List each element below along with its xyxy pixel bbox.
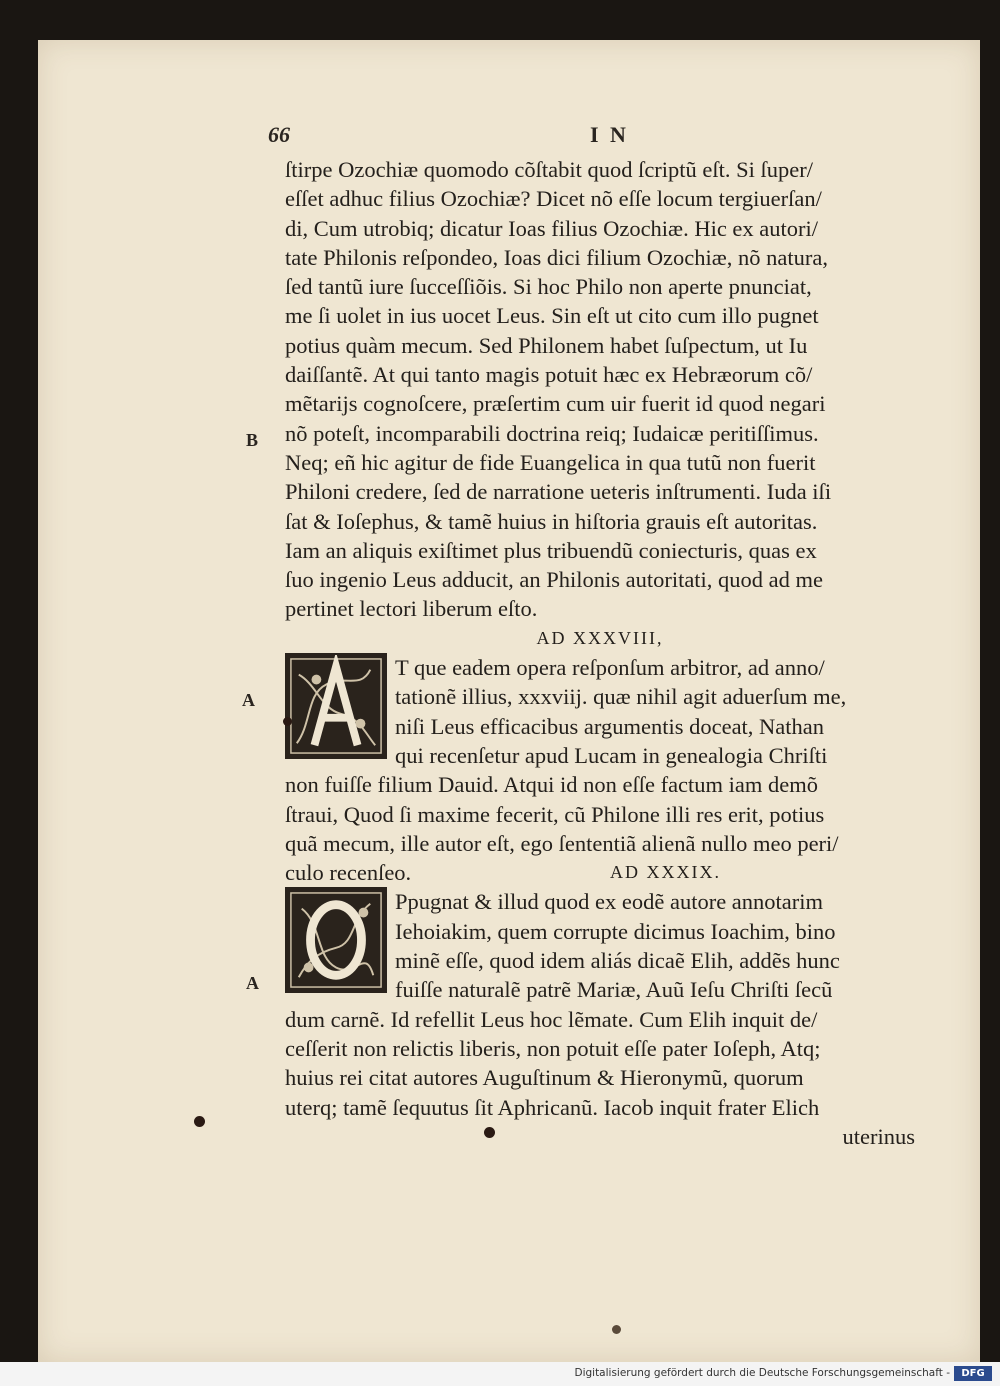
text-line: ſat & Ioſephus, & tamẽ huius in hiſtoria grauis eſt autoritas. (285, 508, 818, 534)
section-38-opening (285, 653, 915, 770)
text-line-with-heading (285, 858, 915, 887)
funding-credit: Digitalisierung gefördert durch die Deutsche Forschungsgemeinschaft - (574, 1367, 950, 1379)
ink-spot (484, 1127, 495, 1138)
margin-note-a: A (242, 690, 255, 710)
section-39-opening (285, 887, 915, 1004)
text-line: ceſſerit non relictis liberis, non potuit eſſe pater Ioſeph, Atq; (285, 1035, 821, 1061)
text-line: qui recenſetur apud Lucam in genealogia Chriſti (395, 742, 828, 768)
text-line: ſtirpe Ozochiæ quomodo cõſtabit quod ſcriptũ eſt. Si ſuper/ (285, 157, 814, 182)
text-line: uterq; tamẽ ſequutus ſit Aphricanũ. Iacob inquit frater Elich (285, 1094, 820, 1120)
text-line: minẽ eſſe, quod idem aliás dicaẽ Elih, addẽs hunc (395, 948, 840, 974)
text-line: ſuo ingenio Leus adducit, an Philonis autoritati, quod ad me (285, 567, 824, 593)
running-head: I N (590, 122, 629, 147)
text-line: di, Cum utrobiq; dicatur Ioas filius Ozochiæ. Hic ex autori/ (285, 215, 819, 241)
catchword: uterinus (842, 1123, 915, 1149)
text-line: huius rei citat autores Auguſtinum & Hieronymũ, quorum (285, 1065, 804, 1091)
text-line: quã mecum, ille autor eſt, ego ſententiã alienã nullo meo peri/ (285, 830, 839, 856)
ink-spot (612, 1325, 621, 1334)
text-line: Ppugnat & illud quod ex eodẽ autore annotarim (395, 889, 824, 915)
text-line: eſſet adhuc filius Ozochiæ? Dicet nõ eſſe locum tergiuerſan/ (285, 186, 822, 212)
text-line: Philoni credere, ſed de narratione ueteris inſtrumenti. Iuda iſi (285, 479, 832, 505)
text-line: niſi Leus efficacibus argumentis doceat, Nathan (395, 713, 825, 739)
page-header (0, 122, 1000, 152)
text-line: nõ poteſt, incomparabili doctrina reiq; Iudaicæ peritiſſimus. (285, 420, 819, 446)
text-line: dum carnẽ. Id refellit Leus hoc lẽmate. Cum Elih inquit de/ (285, 1006, 818, 1032)
text-line: Neq; eñ hic agitur de fide Euangelica in qua tutũ non fuerit (285, 449, 816, 475)
text-line: Iam an aliquis exiſtimet plus tribuendũ coniecturis, quas ex (285, 537, 817, 563)
text-line: non fuiſſe filium Dauid. Atqui id non eſſe factum iam demõ (285, 772, 819, 798)
ink-spot (194, 1116, 205, 1127)
page-number: 66 (268, 122, 290, 147)
text-line: ſed tantũ iure ſucceſſiõis. Si hoc Philo non aperte pnunciat, (285, 274, 812, 300)
text-line: potius quàm mecum. Sed Philonem habet ſuſpectum, ut Iu (285, 332, 808, 358)
margin-note-a: A (246, 973, 259, 993)
section-heading-38: AD XXXVIII, (536, 627, 664, 648)
text-line: fuiſſe naturalẽ patrẽ Mariæ, Auũ Ieſu Chriſti ſecũ (395, 977, 833, 1003)
text-line: ſtraui, Quod ſi maxime fecerit, cũ Philone illi res erit, potius (285, 801, 825, 827)
ornament-initial-icon (287, 655, 385, 757)
margin-note-b: B (246, 430, 259, 450)
text-line-fragment: culo recenſeo. (285, 860, 412, 886)
decorated-initial-a (285, 653, 387, 759)
text-block (285, 155, 915, 1151)
text-line: daiſſantẽ. At qui tanto magis potuit hæc ex Hebræorum cõ/ (285, 362, 813, 388)
text-line: pertinet lectori liberum eſto. (285, 596, 538, 622)
text-line: tationẽ illius, xxxviij. quæ nihil agit aduerſum me, (395, 684, 847, 710)
text-line: me ſi uolet in ius uocet Leus. Sin eſt ut cito cum illo pugnet (285, 303, 819, 329)
text-line: mẽtarijs cognoſcere, præſertim cum uir fuerit id quod negari (285, 391, 826, 417)
ink-spot (283, 717, 292, 726)
ornament-initial-icon (287, 889, 385, 991)
dfg-logo: DFG (954, 1366, 992, 1381)
section-heading-39: AD XXXIX. (610, 862, 721, 883)
text-line: Iehoiakim, quem corrupte dicimus Ioachim, bino (395, 918, 836, 944)
footer-bar (0, 1362, 1000, 1386)
decorated-initial-o (285, 887, 387, 993)
text-line: T que eadem opera reſponſum arbitror, ad anno/ (395, 655, 825, 681)
text-line: tate Philonis reſpondeo, Ioas dici filium Ozochiæ, nõ natura, (285, 244, 829, 270)
